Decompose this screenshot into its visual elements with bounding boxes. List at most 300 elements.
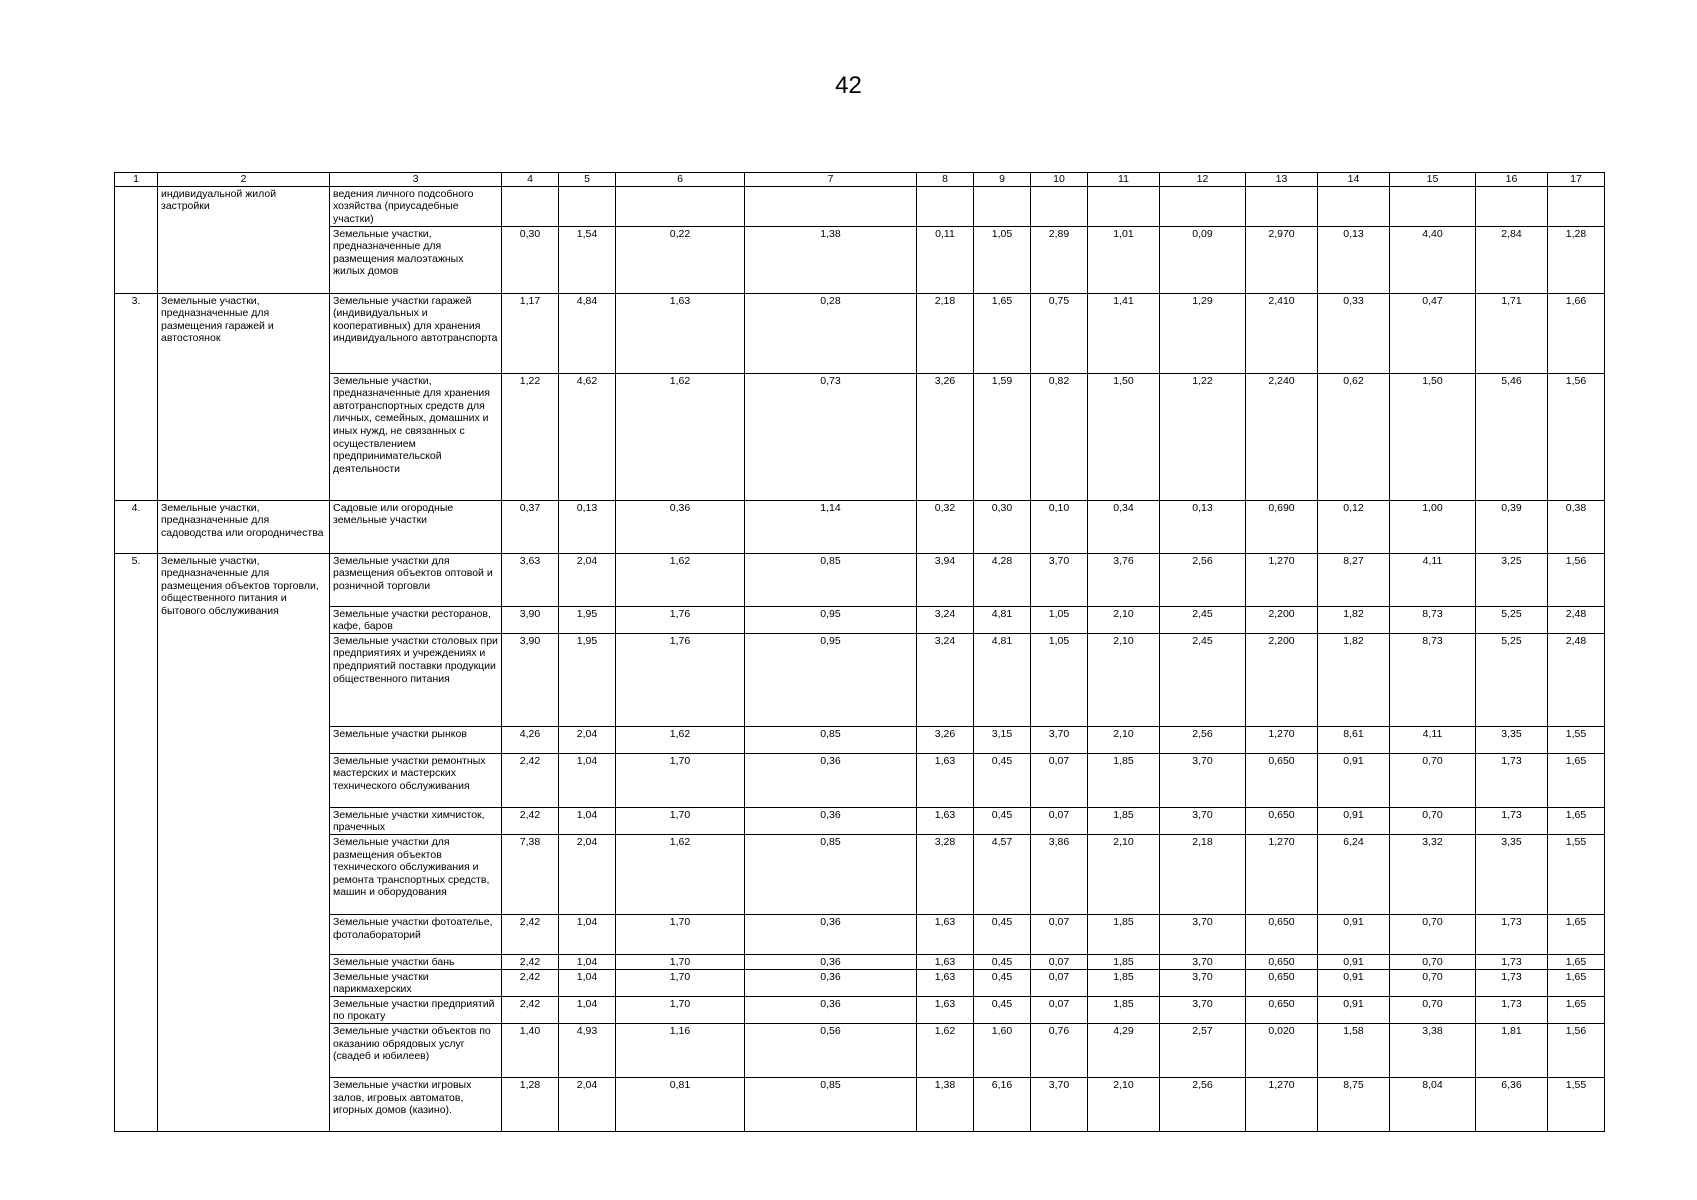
table-row [115,726,1605,753]
value-cell: 1,04 [559,954,616,969]
column-header: 1 [115,173,158,187]
value-cell: 7,38 [502,834,559,914]
value-cell: 3,86 [1031,834,1088,914]
value-cell: 4,11 [1390,553,1476,606]
value-cell: 1,58 [1318,1023,1390,1077]
value-cell: 1,70 [616,914,745,954]
value-cell: 2,18 [1160,834,1246,914]
value-cell: 1,41 [1088,293,1160,373]
value-cell: 5,46 [1476,373,1548,500]
value-cell: 1,29 [1160,293,1246,373]
value-cell: 0,36 [616,500,745,553]
value-cell: 1,65 [1548,954,1605,969]
value-cell: 1,71 [1476,293,1548,373]
value-cell: 2,45 [1160,633,1246,726]
value-cell: 1,65 [1548,996,1605,1023]
value-cell: 1,63 [917,969,974,996]
value-cell: 0,70 [1390,807,1476,834]
value-cell: 1,82 [1318,633,1390,726]
value-cell: 1,95 [559,606,616,633]
value-cell: 3,63 [502,553,559,606]
value-cell [917,186,974,226]
value-cell: 0,47 [1390,293,1476,373]
value-cell: 1,62 [917,1023,974,1077]
value-cell: 0,91 [1318,807,1390,834]
value-cell: 2,04 [559,1077,616,1131]
value-cell: 1,95 [559,633,616,726]
value-cell: 1,65 [1548,969,1605,996]
table-row [115,969,1605,996]
table-row [115,954,1605,969]
value-cell: 0,28 [745,293,917,373]
land-use-type: Земельные участки ремонтных мастерских и мастерских технического обслуживания [330,753,502,807]
value-cell: 4,11 [1390,726,1476,753]
value-cell: 1,22 [1160,373,1246,500]
land-use-type: Садовые или огородные земельные участки [330,500,502,553]
value-cell: 1,70 [616,807,745,834]
row-number [115,186,158,293]
land-category: Земельные участки, предназначенные для садоводства или огородничества [158,500,330,553]
value-cell: 3,35 [1476,834,1548,914]
value-cell: 8,27 [1318,553,1390,606]
column-header: 11 [1088,173,1160,187]
value-cell: 1,85 [1088,954,1160,969]
value-cell: 0,36 [745,753,917,807]
table-row [115,1077,1605,1131]
value-cell: 8,61 [1318,726,1390,753]
row-number: 5. [115,553,158,1131]
value-cell: 0,07 [1031,954,1088,969]
value-cell [1548,186,1605,226]
value-cell: 3,32 [1390,834,1476,914]
value-cell: 3,26 [917,373,974,500]
value-cell: 2,04 [559,553,616,606]
value-cell: 2,42 [502,753,559,807]
value-cell: 1,55 [1548,834,1605,914]
table-row [115,373,1605,500]
value-cell: 1,76 [616,606,745,633]
value-cell: 3,70 [1160,807,1246,834]
land-use-type: Земельные участки предприятий по прокату [330,996,502,1023]
value-cell: 2,42 [502,807,559,834]
value-cell: 1,63 [917,996,974,1023]
value-cell: 2,56 [1160,553,1246,606]
value-cell: 1,56 [1548,1023,1605,1077]
value-cell [502,186,559,226]
value-cell: 0,10 [1031,500,1088,553]
value-cell: 2,04 [559,834,616,914]
value-cell: 6,24 [1318,834,1390,914]
value-cell: 0,650 [1246,753,1318,807]
value-cell: 0,91 [1318,753,1390,807]
value-cell: 0,95 [745,633,917,726]
column-header: 4 [502,173,559,187]
land-use-type: Земельные участки, предназначенные для хранения автотранспортных средств для личных, семейных, домашних и иных нужд, не связанных с осуществлением предпринимательской деятельности [330,373,502,500]
value-cell [1031,186,1088,226]
value-cell: 6,36 [1476,1077,1548,1131]
value-cell [1476,186,1548,226]
value-cell: 3,70 [1031,553,1088,606]
value-cell: 1,60 [974,1023,1031,1077]
value-cell: 0,85 [745,834,917,914]
value-cell: 2,10 [1088,606,1160,633]
value-cell: 1,73 [1476,914,1548,954]
value-cell: 0,70 [1390,954,1476,969]
value-cell: 2,970 [1246,226,1318,293]
value-cell: 1,70 [616,753,745,807]
land-use-type: Земельные участки химчисток, прачечных [330,807,502,834]
value-cell: 0,45 [974,753,1031,807]
value-cell: 0,62 [1318,373,1390,500]
value-cell: 3,90 [502,633,559,726]
value-cell: 8,73 [1390,606,1476,633]
value-cell: 0,73 [745,373,917,500]
value-cell: 0,07 [1031,969,1088,996]
value-cell [1246,186,1318,226]
value-cell: 0,32 [917,500,974,553]
land-use-type: Земельные участки столовых при предприятиях и учреждениях и предприятий поставки продукции общественного питания [330,633,502,726]
value-cell: 1,73 [1476,954,1548,969]
value-cell: 1,38 [917,1077,974,1131]
value-cell: 2,10 [1088,834,1160,914]
value-cell: 3,24 [917,606,974,633]
value-cell: 0,30 [502,226,559,293]
value-cell: 1,62 [616,834,745,914]
value-cell: 5,25 [1476,633,1548,726]
table-row [115,807,1605,834]
value-cell: 0,650 [1246,914,1318,954]
value-cell: 1,00 [1390,500,1476,553]
value-cell: 8,75 [1318,1077,1390,1131]
land-category: Земельные участки, предназначенные для размещения объектов торговли, общественного питания и бытового обслуживания [158,553,330,1131]
value-cell: 4,93 [559,1023,616,1077]
value-cell [745,186,917,226]
column-header: 12 [1160,173,1246,187]
value-cell: 1,55 [1548,726,1605,753]
value-cell: 1,63 [917,914,974,954]
land-use-type: ведения личного подсобного хозяйства (приусадебные участки) [330,186,502,226]
value-cell: 2,57 [1160,1023,1246,1077]
table-row [115,606,1605,633]
value-cell: 0,38 [1548,500,1605,553]
value-cell: 1,17 [502,293,559,373]
value-cell: 0,45 [974,969,1031,996]
land-category: Земельные участки, предназначенные для размещения гаражей и автостоянок [158,293,330,500]
value-cell: 3,28 [917,834,974,914]
value-cell: 0,85 [745,726,917,753]
value-cell: 0,81 [616,1077,745,1131]
value-cell: 2,56 [1160,1077,1246,1131]
value-cell [1160,186,1246,226]
table-row [115,914,1605,954]
value-cell: 1,70 [616,969,745,996]
value-cell [559,186,616,226]
land-use-type: Земельные участки парикмахерских [330,969,502,996]
value-cell: 0,95 [745,606,917,633]
value-cell: 2,10 [1088,633,1160,726]
value-cell: 0,30 [974,500,1031,553]
value-cell: 1,82 [1318,606,1390,633]
value-cell: 0,11 [917,226,974,293]
value-cell: 4,84 [559,293,616,373]
value-cell: 0,45 [974,807,1031,834]
value-cell: 0,70 [1390,996,1476,1023]
value-cell: 0,650 [1246,807,1318,834]
value-cell: 1,04 [559,914,616,954]
value-cell [1088,186,1160,226]
value-cell: 1,38 [745,226,917,293]
value-cell: 1,85 [1088,914,1160,954]
value-cell: 2,240 [1246,373,1318,500]
value-cell: 0,650 [1246,969,1318,996]
value-cell [1390,186,1476,226]
value-cell: 2,200 [1246,633,1318,726]
row-number: 3. [115,293,158,500]
value-cell: 8,73 [1390,633,1476,726]
value-cell: 3,24 [917,633,974,726]
value-cell: 3,70 [1160,954,1246,969]
value-cell: 0,70 [1390,969,1476,996]
value-cell: 1,04 [559,807,616,834]
value-cell: 0,13 [1318,226,1390,293]
land-category: индивидуальной жилой застройки [158,186,330,293]
value-cell: 3,38 [1390,1023,1476,1077]
value-cell: 1,28 [1548,226,1605,293]
value-cell: 1,05 [974,226,1031,293]
value-cell: 1,73 [1476,753,1548,807]
value-cell: 1,22 [502,373,559,500]
value-cell [1318,186,1390,226]
value-cell: 0,91 [1318,914,1390,954]
value-cell: 0,650 [1246,996,1318,1023]
value-cell: 0,45 [974,954,1031,969]
value-cell: 0,56 [745,1023,917,1077]
row-number: 4. [115,500,158,553]
table-row [115,186,1605,226]
value-cell: 2,10 [1088,1077,1160,1131]
value-cell: 2,10 [1088,726,1160,753]
tariff-table [114,172,1605,1132]
value-cell: 0,07 [1031,996,1088,1023]
value-cell: 1,54 [559,226,616,293]
value-cell: 0,12 [1318,500,1390,553]
value-cell: 0,45 [974,914,1031,954]
land-use-type: Земельные участки фотоателье, фотолабораторий [330,914,502,954]
value-cell: 0,13 [1160,500,1246,553]
value-cell: 1,56 [1548,373,1605,500]
land-use-type: Земельные участки объектов по оказанию обрядовых услуг (свадеб и юбилеев) [330,1023,502,1077]
table-row [115,834,1605,914]
value-cell: 0,75 [1031,293,1088,373]
value-cell: 1,55 [1548,1077,1605,1131]
value-cell: 0,07 [1031,914,1088,954]
column-header: 5 [559,173,616,187]
value-cell: 2,89 [1031,226,1088,293]
value-cell: 0,09 [1160,226,1246,293]
land-use-type: Земельные участки ресторанов, кафе, баров [330,606,502,633]
value-cell: 1,40 [502,1023,559,1077]
value-cell: 1,65 [974,293,1031,373]
value-cell: 0,34 [1088,500,1160,553]
column-header: 8 [917,173,974,187]
value-cell: 2,42 [502,954,559,969]
value-cell: 8,04 [1390,1077,1476,1131]
value-cell: 1,16 [616,1023,745,1077]
value-cell: 1,85 [1088,753,1160,807]
column-header: 17 [1548,173,1605,187]
value-cell: 2,84 [1476,226,1548,293]
land-use-type: Земельные участки бань [330,954,502,969]
value-cell: 4,40 [1390,226,1476,293]
value-cell: 3,90 [502,606,559,633]
value-cell: 2,42 [502,914,559,954]
value-cell: 4,57 [974,834,1031,914]
value-cell: 3,25 [1476,553,1548,606]
value-cell: 1,63 [917,753,974,807]
value-cell: 0,91 [1318,996,1390,1023]
value-cell: 3,26 [917,726,974,753]
header-row [115,173,1605,187]
value-cell: 4,81 [974,633,1031,726]
land-use-type: Земельные участки гаражей (индивидуальных и кооперативных) для хранения индивидуального автотранспорта [330,293,502,373]
value-cell: 2,56 [1160,726,1246,753]
value-cell: 3,70 [1160,914,1246,954]
value-cell: 4,26 [502,726,559,753]
value-cell: 0,36 [745,969,917,996]
value-cell: 0,22 [616,226,745,293]
value-cell: 0,020 [1246,1023,1318,1077]
value-cell: 3,76 [1088,553,1160,606]
value-cell: 0,91 [1318,969,1390,996]
value-cell: 1,04 [559,753,616,807]
value-cell: 5,25 [1476,606,1548,633]
value-cell: 0,650 [1246,954,1318,969]
value-cell: 4,62 [559,373,616,500]
value-cell: 6,16 [974,1077,1031,1131]
column-header: 9 [974,173,1031,187]
value-cell: 0,85 [745,1077,917,1131]
value-cell: 1,70 [616,996,745,1023]
value-cell: 2,48 [1548,606,1605,633]
value-cell: 1,01 [1088,226,1160,293]
column-header: 7 [745,173,917,187]
value-cell: 0,37 [502,500,559,553]
value-cell: 1,14 [745,500,917,553]
value-cell: 2,18 [917,293,974,373]
value-cell: 2,410 [1246,293,1318,373]
land-use-type: Земельные участки для размещения объектов оптовой и розничной торговли [330,553,502,606]
value-cell: 0,07 [1031,753,1088,807]
value-cell: 1,62 [616,553,745,606]
column-header: 14 [1318,173,1390,187]
page-number: 42 [835,72,862,99]
value-cell: 1,270 [1246,1077,1318,1131]
value-cell: 1,50 [1088,373,1160,500]
value-cell: 1,85 [1088,996,1160,1023]
value-cell: 2,200 [1246,606,1318,633]
column-header: 16 [1476,173,1548,187]
table-row [115,633,1605,726]
value-cell: 3,70 [1160,753,1246,807]
column-header: 15 [1390,173,1476,187]
value-cell: 4,81 [974,606,1031,633]
value-cell: 1,70 [616,954,745,969]
value-cell: 4,29 [1088,1023,1160,1077]
value-cell: 1,63 [917,807,974,834]
value-cell: 3,94 [917,553,974,606]
value-cell: 1,270 [1246,553,1318,606]
value-cell: 1,270 [1246,834,1318,914]
table-row [115,553,1605,606]
value-cell: 1,56 [1548,553,1605,606]
column-header: 2 [158,173,330,187]
value-cell: 1,73 [1476,996,1548,1023]
value-cell: 1,65 [1548,914,1605,954]
value-cell: 3,35 [1476,726,1548,753]
value-cell: 1,28 [502,1077,559,1131]
value-cell: 1,04 [559,996,616,1023]
value-cell: 1,66 [1548,293,1605,373]
value-cell: 3,15 [974,726,1031,753]
land-use-type: Земельные участки, предназначенные для размещения малоэтажных жилых домов [330,226,502,293]
land-use-type: Земельные участки для размещения объектов технического обслуживания и ремонта транспортных средств, машин и оборудования [330,834,502,914]
value-cell: 3,70 [1031,726,1088,753]
value-cell: 1,85 [1088,807,1160,834]
value-cell: 0,82 [1031,373,1088,500]
value-cell: 1,85 [1088,969,1160,996]
value-cell: 1,04 [559,969,616,996]
value-cell: 0,33 [1318,293,1390,373]
value-cell [974,186,1031,226]
value-cell: 1,05 [1031,606,1088,633]
value-cell: 1,65 [1548,753,1605,807]
land-use-type: Земельные участки рынков [330,726,502,753]
table-row [115,996,1605,1023]
column-header: 13 [1246,173,1318,187]
value-cell: 0,36 [745,914,917,954]
value-cell: 1,65 [1548,807,1605,834]
value-cell: 1,63 [616,293,745,373]
value-cell: 0,36 [745,996,917,1023]
value-cell: 1,62 [616,373,745,500]
value-cell: 0,690 [1246,500,1318,553]
value-cell: 0,36 [745,807,917,834]
value-cell: 1,63 [917,954,974,969]
table-row [115,753,1605,807]
table-row [115,500,1605,553]
value-cell: 3,70 [1160,996,1246,1023]
value-cell: 1,73 [1476,807,1548,834]
value-cell: 0,76 [1031,1023,1088,1077]
land-use-type: Земельные участки игровых залов, игровых автоматов, игорных домов (казино). [330,1077,502,1131]
value-cell: 0,85 [745,553,917,606]
table-row [115,226,1605,293]
value-cell: 3,70 [1031,1077,1088,1131]
value-cell: 1,270 [1246,726,1318,753]
value-cell: 2,04 [559,726,616,753]
value-cell: 1,81 [1476,1023,1548,1077]
table-row [115,293,1605,373]
value-cell [616,186,745,226]
value-cell: 1,73 [1476,969,1548,996]
value-cell: 0,13 [559,500,616,553]
value-cell: 0,45 [974,996,1031,1023]
value-cell: 0,91 [1318,954,1390,969]
value-cell: 3,70 [1160,969,1246,996]
table-row [115,1023,1605,1077]
value-cell: 0,70 [1390,914,1476,954]
value-cell: 1,62 [616,726,745,753]
